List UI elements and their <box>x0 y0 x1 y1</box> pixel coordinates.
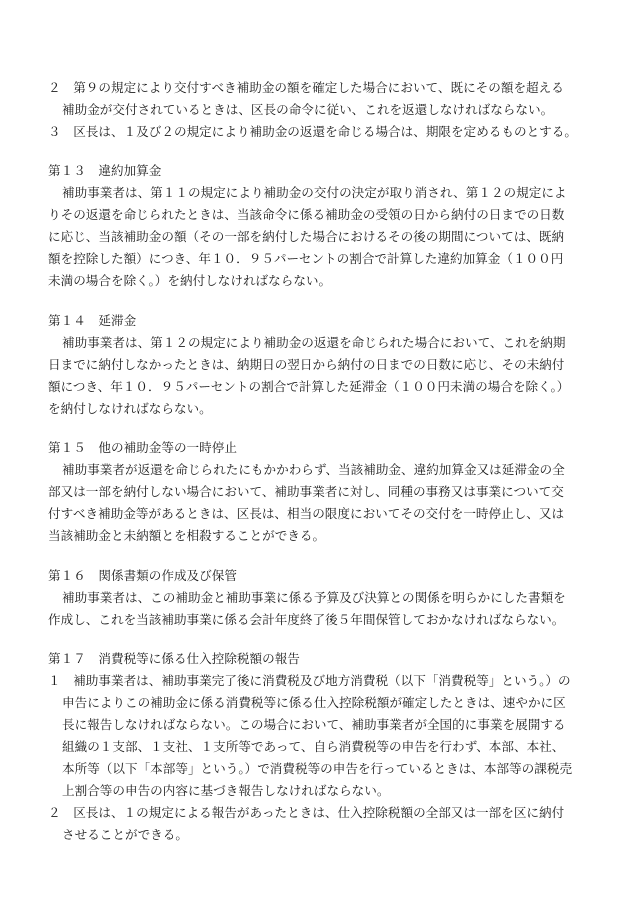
text-line: 日までに納付しなかったときは、納期日の翌日から納付の日までの日数に応じ、その未納付 <box>48 357 565 372</box>
text-line: 申告によりこの補助金に係る消費税等に係る仕入控除税額が確定したときは、速やかに区 <box>62 695 566 710</box>
text-line: 当該補助金と未納額とを相殺することができる。 <box>48 528 326 543</box>
text-line: 額につき、年１０．９５パーセントの割合で計算した延滞金（１００円未満の場合を除く。） <box>48 379 570 394</box>
text-line: 部又は一部を納付しない場合において、補助事業者に対し、同種の事務又は事業について交 <box>48 484 564 499</box>
text-line: 補助事業者は、第１２の規定により補助金の返還を命じられた場合において、これを納期 <box>62 335 566 350</box>
text-line: ２ 区長は、１の規定による報告があったときは、仕入控除税額の全部又は一部を区に納付 <box>48 805 565 820</box>
text-line: 補助事業者は、第１１の規定により補助金の交付の決定が取り消され、第１２の規定によ <box>62 185 567 200</box>
section-heading: 第１４ 延滞金 <box>48 313 137 328</box>
text-line: に応じ、当該補助金の額（その一部を納付した場合におけるその後の期間については、既納 <box>48 229 565 244</box>
section-heading: 第１６ 関係書類の作成及び保管 <box>48 568 237 583</box>
text-line: 補助事業者は、この補助金と補助事業に係る予算及び決算との関係を明らかにした書類を <box>62 590 566 605</box>
text-line: 作成し、これを当該補助事業に係る会計年度終了後５年間保管しておかなければならない。 <box>48 612 565 627</box>
text-line: ３ 区長は、１及び２の規定により補助金の返還を命じる場合は、期限を定めるものとする。 <box>48 124 577 139</box>
section-heading: 第１３ 違約加算金 <box>48 163 162 178</box>
text-line: を納付しなければならない。 <box>48 401 212 416</box>
text-line: させることができる。 <box>62 827 188 842</box>
text-line: 未満の場合を除く。）を納付しなければならない。 <box>48 273 332 288</box>
text-line: 額を控除した額）につき、年１０．９５パーセントの割合で計算した違約加算金（１００円 <box>48 251 564 266</box>
text-line: 組織の１支部、１支社、１支所等であって、自ら消費税等の申告を行わず、本部、本社、 <box>62 739 565 754</box>
text-line: りその返還を命じられたときは、当該命令に係る補助金の受領の日から納付の日までの日数 <box>48 207 565 222</box>
section-heading: 第１７ 消費税等に係る仕入控除税額の報告 <box>48 651 300 666</box>
text-line: 本所等（以下「本部等」という。）で消費税等の申告を行っているときは、本部等の課税売 <box>62 761 573 776</box>
text-line: 付すべき補助金等があるときは、区長は、相当の限度においてその交付を一時停止し、又は <box>48 506 565 521</box>
text-line: 上割合等の申告の内容に基づき報告しなければならない。 <box>62 783 390 798</box>
text-line: 長に報告しなければならない。この場合において、補助事業者が全国的に事業を展開する <box>62 717 566 732</box>
text-line: １ 補助事業者は、補助事業完了後に消費税及び地方消費税（以下「消費税等」という。）の <box>48 673 571 688</box>
section-heading: 第１５ 他の補助金等の一時停止 <box>48 440 237 455</box>
text-line: 補助事業者が返還を命じられたにもかかわらず、当該補助金、違約加算金又は延滞金の全 <box>62 462 565 477</box>
text-line: 補助金が交付されているときは、区長の命令に従い、これを返還しなければならない。 <box>62 102 554 117</box>
text-line: ２ 第９の規定により交付すべき補助金の額を確定した場合において、既にその額を超える <box>48 80 564 95</box>
